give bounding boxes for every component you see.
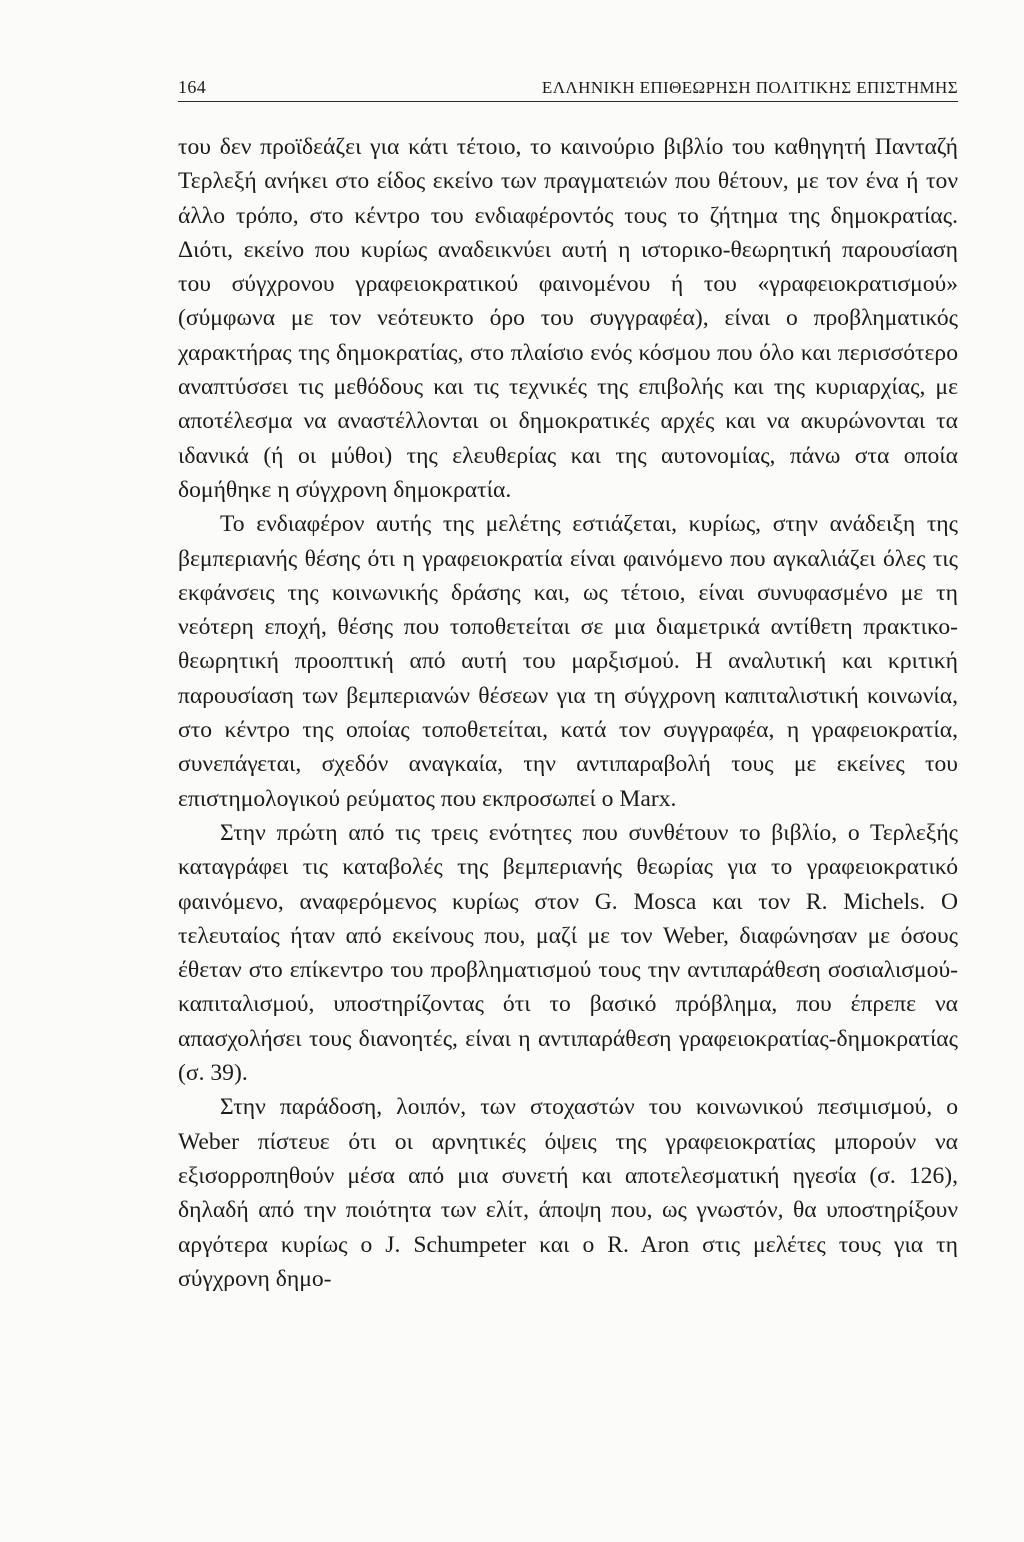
page-number: 164 [178,77,207,97]
paragraph: Στην πρώτη από τις τρεις ενότητες που συνθέτουν το βιβλίο, ο Τερλεξής καταγράφει τις καταβολές της βεμπεριανής θεωρίας για το γραφειοκρατικό φαινόμενο, αναφερόμενος κυρίως στον G. Mosca και τον R. Michels. Ο τελευταίος ήταν από εκείνους που, μαζί με τον Weber, διαφώνησαν με όσους έθεταν στο επίκεντρο του προβληματισμού τους την αντιπαράθεση σοσιαλισμού-καπιταλισμού, υποστηρίζοντας ότι το βασικό πρόβλημα, που έπρεπε να απασχολήσει τους διανοητές, είναι η αντιπαράθεση γραφειοκρατίας-δημοκρατίας (σ. 39). [178,819,958,1087]
running-head: ΕΛΛΗΝΙΚΗ ΕΠΙΘΕΩΡΗΣΗ ΠΟΛΙΤΙΚΗΣ ΕΠΙΣΤΗΜΗΣ [541,78,958,97]
book-page [178,72,958,1296]
paragraph: Στην παράδοση, λοιπόν, των στοχαστών του κοινωνικού πεσιμισμού, ο Weber πίστευε ότι οι αρνητικές όψεις της γραφειοκρατίας μπορούν να εξισορροπηθούν μέσα από μια συνετή και αποτελεσματική ηγεσία (σ. 126), δηλαδή από την ποιότητα των ελίτ, άποψη που, ως γνωστόν, θα υποστηρίξουν αργότερα κυρίως ο J. Schumpeter και ο R. Aron στις μελέτες τους για τη σύγχρονη δημο- [178,1094,958,1292]
paragraph: Το ενδιαφέρον αυτής της μελέτης εστιάζεται, κυρίως, στην ανάδειξη της βεμπεριανής θέσης ότι η γραφειοκρατία είναι φαινόμενο που αγκαλιάζει όλες τις εκφάνσεις της κοινωνικής δράσης και, ως τέτοιο, είναι συνυφασμένο με τη νεότερη εποχή, θέσης που τοποθετείται σε μια διαμετρικά αντίθετη πρακτικο-θεωρητική προοπτική από αυτή του μαρξισμού. Η αναλυτική και κριτική παρουσίαση των βεμπεριανών θέσεων για τη σύγχρονη καπιταλιστική κοινωνία, στο κέντρο της οποίας τοποθετείται, κατά τον συγγραφέα, η γραφειοκρατία, συνεπάγεται, σχεδόν αναγκαία, την αντιπαραβολή τους με εκείνες του επιστημολογικού ρεύματος που εκπροσωπεί ο Marx. [178,511,958,812]
paragraph-continuation: του δεν προϊδεάζει για κάτι τέτοιο, το καινούριο βιβλίο του καθηγητή Πανταζή Τερλεξή ανήκει στο είδος εκείνο των πραγματειών που θέτουν, με τον ένα ή τον άλλο τρόπο, στο κέντρο του ενδιαφέροντός τους το ζήτημα της δημοκρατίας. Διότι, εκείνο που κυρίως αναδεικνύει αυτή η ιστορικο-θεωρητική παρουσίαση του σύγχρονου γραφειοκρατικού φαινομένου ή του «γραφειοκρατισμού» (σύμφωνα με τον νεότευκτο όρο του συγγραφέα), είναι ο προβληματικός χαρακτήρας της δημοκρατίας, στο πλαίσιο ενός κόσμου που όλο και περισσότερο αναπτύσσει τις μεθόδους και τις τεχνικές της επιβολής και της κυριαρχίας, με αποτέλεσμα να αναστέλλονται οι δημοκρατικές αρχές και να ακυρώνονται τα ιδανικά (ή οι μύθοι) της ελευθερίας και της αυτονομίας, πάνω στα οποία δομήθηκε η σύγχρονη δημοκρατία. [178,134,958,503]
page-header [178,72,958,102]
page-body [178,130,958,1296]
